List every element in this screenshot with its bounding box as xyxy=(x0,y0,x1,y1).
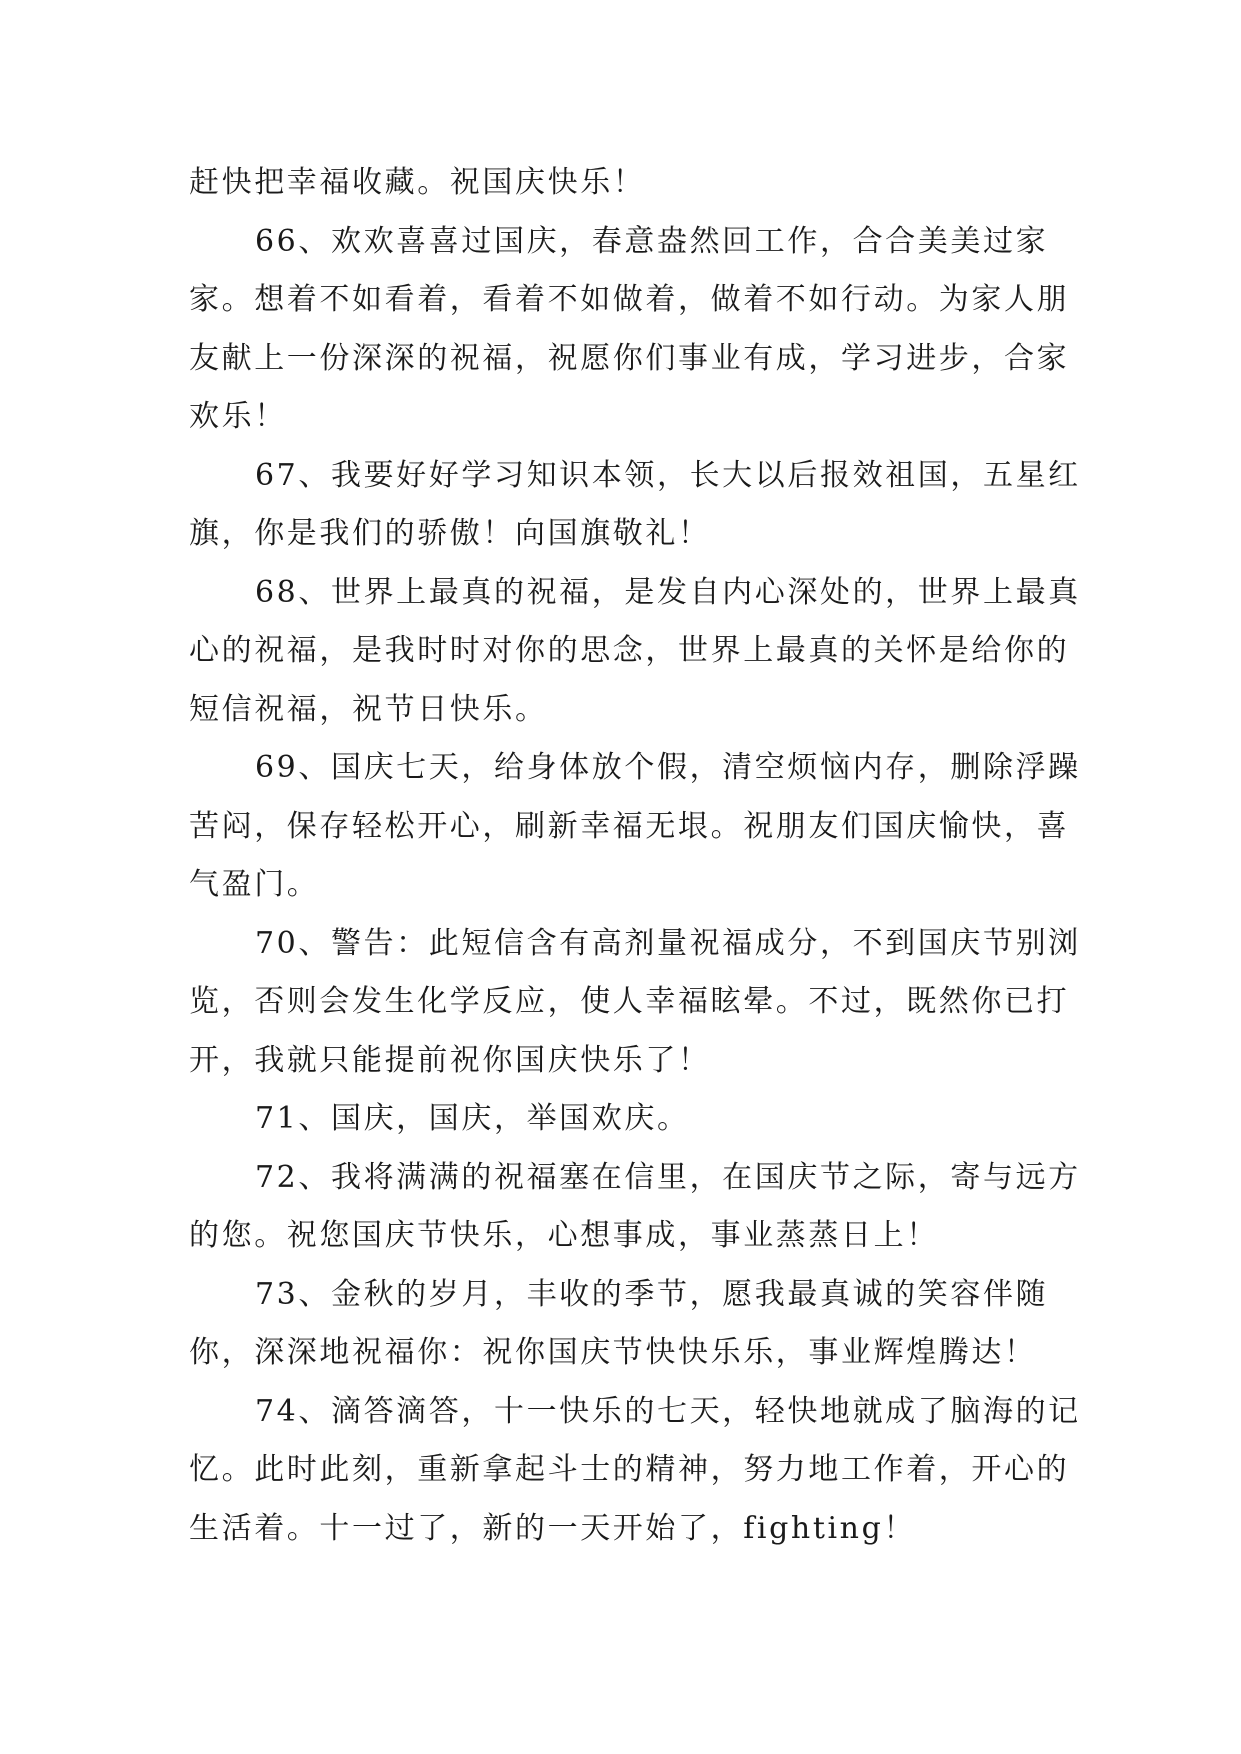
paragraph-72: 72、我将满满的祝福塞在信里，在国庆节之际，寄与远方的您。祝您国庆节快乐，心想事成，事业蒸蒸日上！ xyxy=(189,1159,1081,1253)
paragraph-66: 66、欢欢喜喜过国庆，春意盎然回工作，合合美美过家家。想着不如看着，看着不如做着，做着不如行动。为家人朋友献上一份深深的祝福，祝愿你们事业有成，学习进步，合家欢乐！ xyxy=(189,223,1070,434)
paragraph-68: 68、世界上最真的祝福，是发自内心深处的，世界上最真心的祝福，是我时时对你的思念，世界上最真的关怀是给你的短信祝福，祝节日快乐。 xyxy=(189,574,1081,727)
paragraph-69: 69、国庆七天，给身体放个假，清空烦恼内存，删除浮躁苦闷，保存轻松开心，刷新幸福无垠。祝朋友们国庆愉快，喜气盈门。 xyxy=(189,750,1081,902)
paragraph-continuation: 赶快把幸福收藏。祝国庆快乐！ xyxy=(189,165,646,200)
paragraph-73: 73、金秋的岁月，丰收的季节，愿我最真诚的笑容伴随你，深深地祝福你：祝你国庆节快快乐乐，事业辉煌腾达！ xyxy=(189,1276,1049,1370)
paragraph-74: 74、滴答滴答，十一快乐的七天，轻快地就成了脑海的记忆。此时此刻，重新拿起斗士的精神，努力地工作着，开心的生活着。十一过了，新的一天开始了，fighting！ xyxy=(189,1393,1081,1546)
paragraph-67: 67、我要好好学习知识本领，长大以后报效祖国，五星红旗，你是我们的骄傲！向国旗敬礼！ xyxy=(189,457,1081,551)
document-body xyxy=(189,154,1089,1558)
paragraph-70: 70、警告：此短信含有高剂量祝福成分，不到国庆节别浏览，否则会发生化学反应，使人幸福眩晕。不过，既然你已打开，我就只能提前祝你国庆快乐了！ xyxy=(189,925,1081,1078)
paragraph-71: 71、国庆，国庆，举国欢庆。 xyxy=(255,1101,690,1136)
